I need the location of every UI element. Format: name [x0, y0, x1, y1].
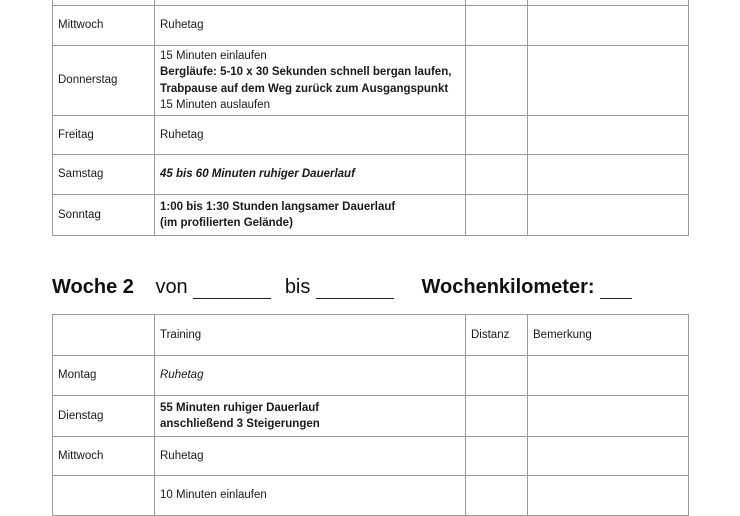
remark-cell[interactable]	[528, 155, 689, 195]
remark-cell[interactable]	[528, 437, 689, 476]
week2-heading	[52, 276, 632, 299]
day-cell: Freitag	[53, 116, 155, 155]
from-date-blank[interactable]	[193, 280, 271, 299]
header-remark: Bemerkung	[528, 315, 689, 356]
table-row	[53, 437, 689, 476]
training-line: 55 Minuten ruhiger Dauerlauf	[160, 401, 320, 414]
training-cell	[155, 116, 466, 155]
remark-cell[interactable]	[528, 195, 689, 236]
day-cell: Mittwoch	[53, 437, 155, 476]
training-line: Ruhetag	[160, 449, 204, 462]
training-line: 10 Minuten einlaufen	[160, 489, 267, 502]
week1-training-table	[52, 0, 689, 236]
training-line: Bergläufe: 5-10 x 30 Sekunden schnell bergan laufen,	[160, 66, 452, 78]
training-line: 15 Minuten einlaufen	[160, 49, 267, 62]
training-line: 1:00 bis 1:30 Stunden langsamer Dauerlauf	[160, 200, 396, 213]
day-cell: Sonntag	[53, 195, 155, 236]
training-line: anschließend 3 Steigerungen	[160, 418, 320, 430]
table-row	[53, 476, 689, 516]
table-row	[53, 155, 689, 195]
to-label: bis	[284, 276, 311, 298]
training-line: 45 bis 60 Minuten ruhiger Dauerlauf	[160, 168, 355, 181]
training-cell	[155, 6, 466, 46]
training-cell	[155, 476, 466, 516]
header-day	[53, 315, 155, 356]
training-line: Ruhetag	[160, 19, 204, 32]
remark-cell[interactable]	[528, 6, 689, 46]
distance-cell[interactable]	[466, 155, 528, 195]
remark-cell[interactable]	[528, 476, 689, 516]
distance-cell[interactable]	[466, 476, 528, 516]
table-row	[53, 195, 689, 236]
week-label: Woche 2	[52, 276, 134, 298]
remark-cell[interactable]	[528, 356, 689, 396]
training-cell	[155, 195, 466, 236]
day-cell: Donnerstag	[53, 46, 155, 116]
training-line: 15 Minuten auslaufen	[160, 99, 270, 111]
table-row	[53, 46, 689, 116]
table-row	[53, 116, 689, 155]
day-cell: Mittwoch	[53, 6, 155, 46]
training-cell	[155, 396, 466, 437]
remark-cell[interactable]	[528, 116, 689, 155]
training-line: Trabpause auf dem Weg zurück zum Ausgangspunkt	[160, 82, 449, 95]
from-label: von	[155, 276, 188, 298]
header-distance: Distanz	[466, 315, 528, 356]
training-cell	[155, 46, 466, 116]
distance-cell[interactable]	[466, 6, 528, 46]
training-line: (im profilierten Gelände)	[160, 217, 293, 229]
distance-cell[interactable]	[466, 437, 528, 476]
training-cell	[155, 356, 466, 396]
to-date-blank[interactable]	[316, 280, 394, 299]
training-cell	[155, 155, 466, 195]
distance-cell[interactable]	[466, 195, 528, 236]
table-row	[53, 356, 689, 396]
day-cell	[53, 476, 155, 516]
table-row	[53, 6, 689, 46]
weekly-km-blank[interactable]	[600, 280, 632, 299]
remark-cell[interactable]	[528, 396, 689, 437]
table-header-row	[53, 315, 689, 356]
training-cell	[155, 437, 466, 476]
remark-cell[interactable]	[528, 46, 689, 116]
distance-cell[interactable]	[466, 116, 528, 155]
table-row	[53, 396, 689, 437]
training-line: Ruhetag	[160, 128, 204, 141]
day-cell: Samstag	[53, 155, 155, 195]
day-cell: Montag	[53, 356, 155, 396]
weekly-km-label: Wochenkilometer:	[421, 276, 595, 298]
week2-training-table	[52, 314, 689, 516]
header-training: Training	[155, 315, 466, 356]
training-line: Ruhetag	[160, 369, 204, 382]
distance-cell[interactable]	[466, 396, 528, 437]
distance-cell[interactable]	[466, 356, 528, 396]
distance-cell[interactable]	[466, 46, 528, 116]
day-cell: Dienstag	[53, 396, 155, 437]
